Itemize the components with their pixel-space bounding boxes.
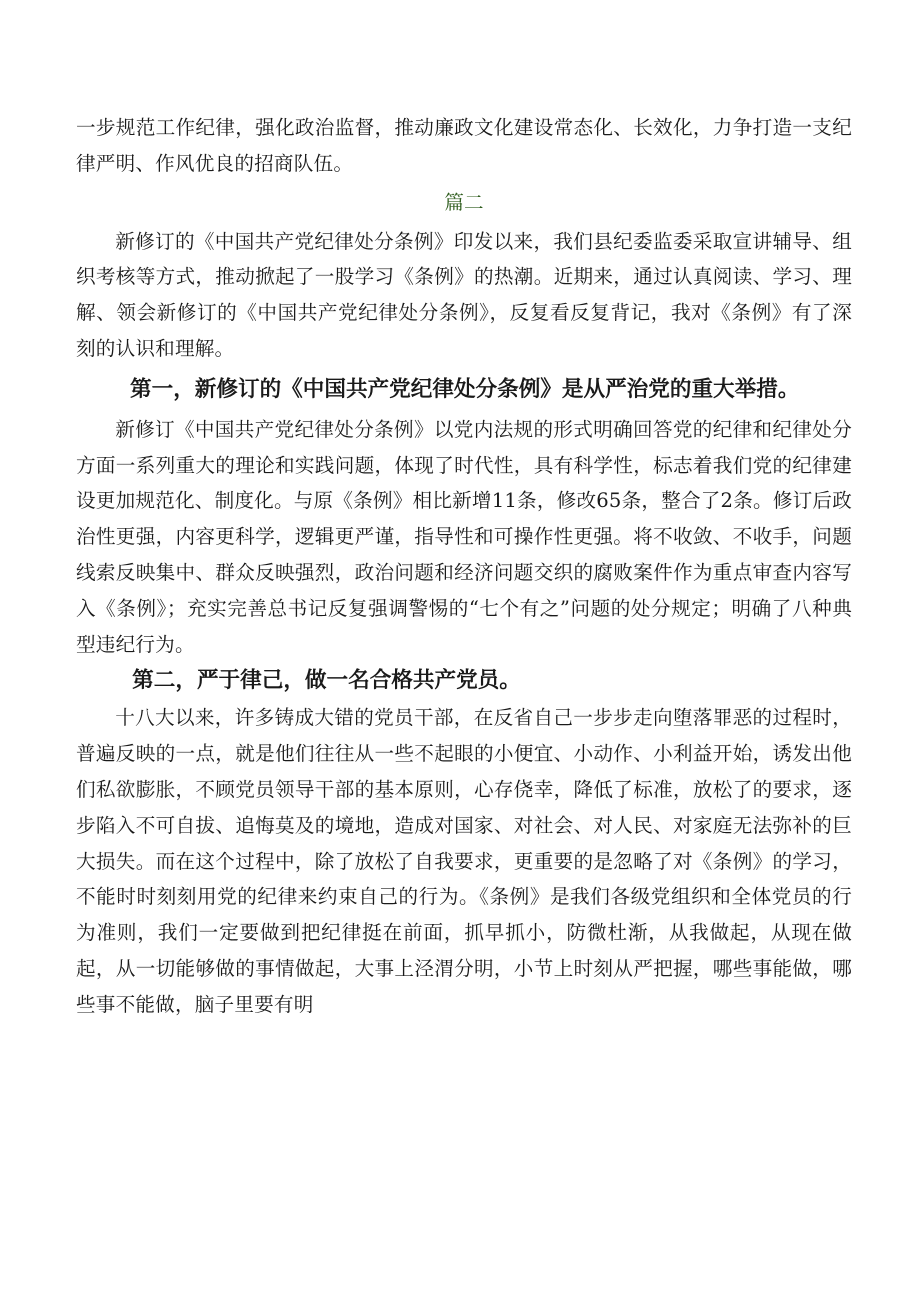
body-paragraph-second: 十八大以来，许多铸成大错的党员干部，在反省自己一步步走向堕落罪恶的过程时，普遍反映的一点，就是他们往往从一些不起眼的小便宜、小动作、小利益开始，诱发出他们私欲膨胀，不顾党员领导干部的基本原则，心存侥幸，降低了标准，放松了的要求，逐步陷入不可自拔、追悔莫及的境地，造成对国家、对社会、对人民、对家庭无法弥补的巨大损失。而在这个过程中，除了放松了自我要求，更重要的是忽略了对《条例》的学习，不能时时刻刻用党的纪律来约束自己的行为。《条例》是我们各级党组织和全体党员的行为准则，我们一定要做到把纪律挺在前面，抓早抓小，防微杜渐，从我做起，从现在做起，从一切能够做的事情做起，大事上泾渭分明，小节上时刻从严把握，哪些事能做，哪些事不能做，脑子里要有明	[76, 706, 852, 1016]
section-title: 篇二	[444, 190, 484, 214]
heading-first: 第一，新修订的《中国共产党纪律处分条例》是从严治党的重大举措。	[130, 376, 800, 402]
continuation-paragraph: 一步规范工作纪律，强化政治监督，推动廉政文化建设常态化、长效化，力争打造一支纪律严明、作风优良的招商队伍。	[76, 116, 852, 175]
document-page	[76, 110, 852, 1023]
body-paragraph-first: 新修订《中国共产党纪律处分条例》以党内法规的形式明确回答党的纪律和纪律处分方面一系列重大的理论和实践问题，体现了时代性，具有科学性，标志着我们党的纪律建设更加规范化、制度化。与原《条例》相比新增11条，修改65条，整合了2条。修订后政治性更强，内容更科学，逻辑更严谨，指导性和可操作性更强。将不收敛、不收手，问题线索反映集中、群众反映强烈，政治问题和经济问题交织的腐败案件作为重点审查内容写入《条例》；充实完善总书记反复强调警惕的“七个有之”问题的处分规定；明确了八种典型违纪行为。	[76, 417, 852, 656]
intro-paragraph: 新修订的《中国共产党纪律处分条例》印发以来，我们县纪委监委采取宣讲辅导、组织考核等方式，推动掀起了一股学习《条例》的热潮。近期来，通过认真阅读、学习、理解、领会新修订的《中国共产党纪律处分条例》，反复看反复背记，我对《条例》有了深刻的认识和理解。	[76, 229, 852, 360]
heading-second: 第二，严于律己，做一名合格共产党员。	[132, 668, 521, 694]
